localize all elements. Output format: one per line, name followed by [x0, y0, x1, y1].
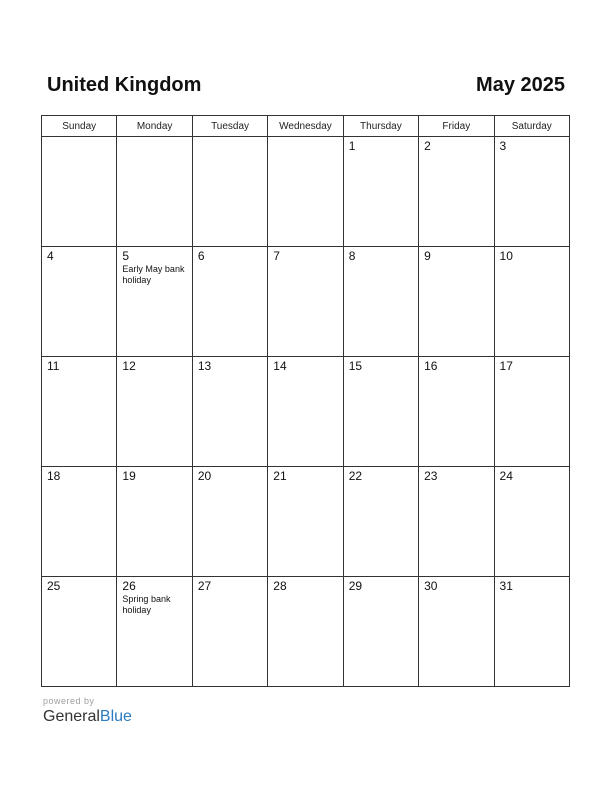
day-cell	[494, 357, 569, 467]
weekday-header: Wednesday	[268, 116, 343, 137]
calendar-week-row	[42, 137, 570, 247]
brand-name-general: General	[43, 708, 100, 725]
day-cell	[192, 467, 267, 577]
day-number: 25	[47, 579, 61, 593]
day-number: 19	[122, 469, 136, 483]
day-number: 18	[47, 469, 61, 483]
day-number	[193, 137, 267, 139]
day-number: 30	[424, 579, 438, 593]
footer	[43, 695, 132, 727]
month-title: May 2025	[476, 74, 565, 96]
calendar-week-row	[42, 357, 570, 467]
calendar-week-row	[42, 467, 570, 577]
country-title: United Kingdom	[47, 74, 202, 96]
day-cell	[42, 577, 117, 687]
day-number: 2	[424, 139, 431, 153]
day-cell	[268, 247, 343, 357]
empty-day-cell	[117, 137, 192, 247]
weekday-header: Thursday	[343, 116, 418, 137]
day-number: 7	[273, 249, 280, 263]
day-cell	[268, 577, 343, 687]
empty-day-cell	[268, 137, 343, 247]
brand-logo	[43, 707, 132, 727]
calendar-week-row	[42, 577, 570, 687]
calendar-header	[47, 72, 565, 98]
day-number: 11	[47, 359, 60, 373]
weekday-header-row	[42, 116, 570, 137]
day-number	[42, 137, 116, 139]
day-cell	[419, 577, 494, 687]
day-cell	[494, 577, 569, 687]
day-cell	[494, 467, 569, 577]
day-cell	[268, 357, 343, 467]
day-cell	[117, 577, 192, 687]
day-cell	[419, 137, 494, 247]
day-number: 17	[499, 359, 513, 373]
day-number: 21	[273, 469, 287, 483]
day-cell	[343, 357, 418, 467]
day-number: 6	[197, 249, 205, 263]
day-number: 10	[499, 249, 513, 263]
month-calendar-grid	[41, 115, 570, 687]
day-number: 14	[273, 359, 287, 373]
brand-name-blue: Blue	[99, 708, 132, 725]
day-cell	[42, 247, 117, 357]
day-number: 15	[348, 359, 363, 373]
day-cell	[42, 467, 117, 577]
day-number: 12	[122, 359, 136, 373]
day-number	[268, 137, 342, 139]
day-cell	[419, 247, 494, 357]
day-cell	[42, 357, 117, 467]
day-cell	[343, 137, 418, 247]
day-number: 3	[499, 139, 507, 153]
weekday-header: Saturday	[494, 116, 569, 137]
weekday-header: Sunday	[42, 116, 117, 137]
day-number: 22	[348, 469, 363, 483]
day-number: 5	[122, 249, 130, 263]
weekday-header: Friday	[419, 116, 494, 137]
day-cell	[192, 357, 267, 467]
day-cell	[192, 247, 267, 357]
day-number: 31	[499, 579, 513, 593]
day-number: 13	[197, 359, 212, 373]
weekday-header: Tuesday	[192, 116, 267, 137]
day-cell	[117, 357, 192, 467]
powered-by-label: powered by	[43, 696, 95, 706]
empty-day-cell	[42, 137, 117, 247]
day-number: 23	[424, 469, 438, 483]
weekday-header: Monday	[117, 116, 192, 137]
empty-day-cell	[192, 137, 267, 247]
day-cell	[343, 577, 418, 687]
day-number: 27	[197, 579, 212, 593]
calendar-weeks	[42, 137, 570, 687]
day-cell	[192, 577, 267, 687]
holiday-label: Spring bank holiday	[122, 594, 171, 615]
day-number: 20	[197, 469, 212, 483]
day-cell	[268, 467, 343, 577]
day-cell	[494, 137, 569, 247]
day-number: 4	[47, 249, 54, 263]
calendar-week-row	[42, 247, 570, 357]
day-cell	[419, 467, 494, 577]
day-number: 1	[348, 139, 356, 153]
day-cell	[343, 467, 418, 577]
day-cell	[343, 247, 418, 357]
day-cell	[494, 247, 569, 357]
day-number: 9	[424, 249, 431, 263]
holiday-label: Early May bank holiday	[122, 264, 185, 285]
day-cell	[117, 467, 192, 577]
day-number	[117, 137, 191, 139]
day-number: 28	[273, 579, 287, 593]
day-number: 29	[348, 579, 363, 593]
day-number: 8	[348, 249, 356, 263]
day-cell	[117, 247, 192, 357]
day-number: 26	[122, 579, 136, 593]
day-number: 24	[499, 469, 513, 483]
day-number: 16	[424, 359, 438, 373]
day-cell	[419, 357, 494, 467]
